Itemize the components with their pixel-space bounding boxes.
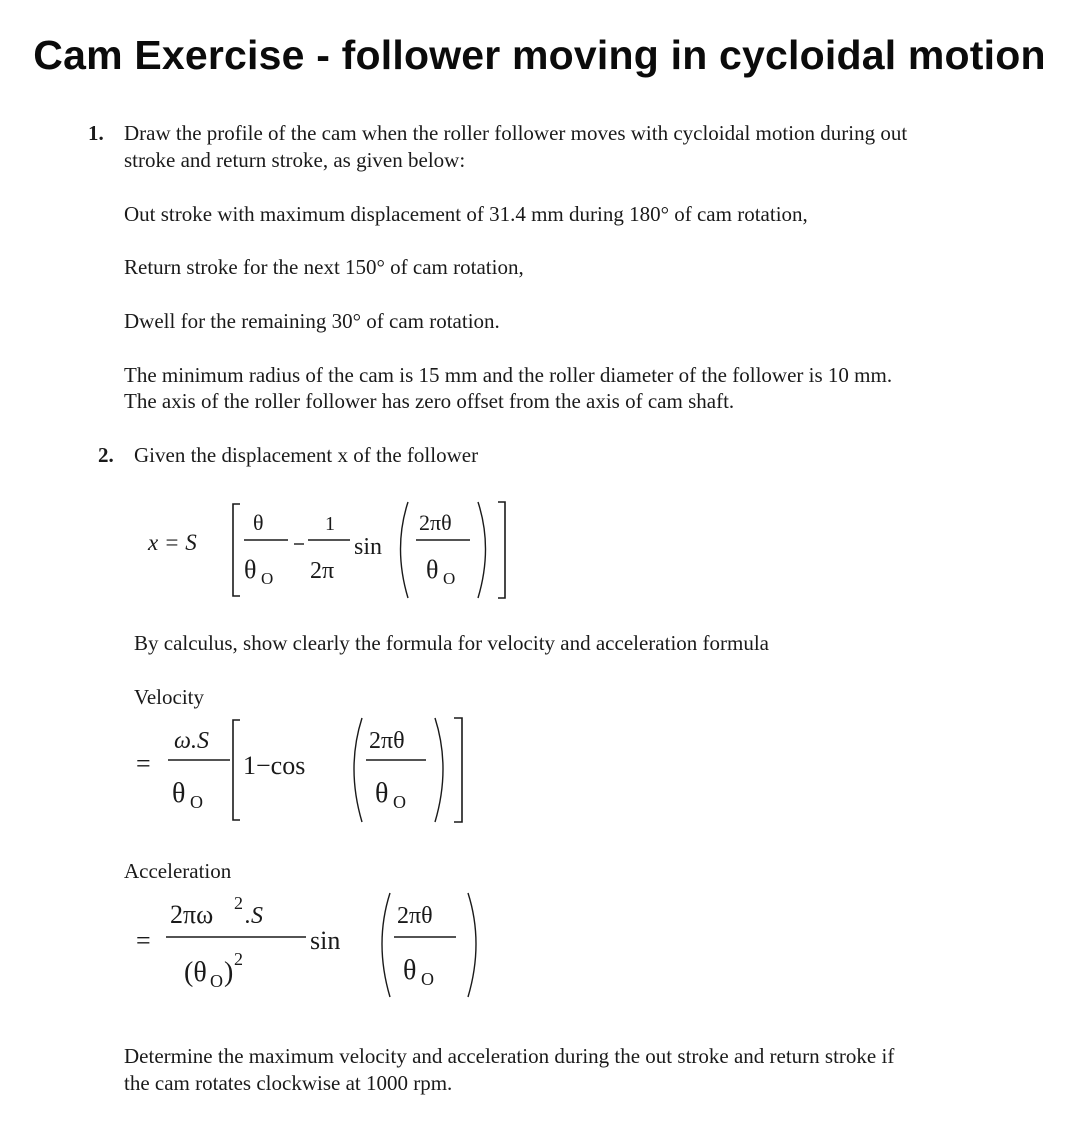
velocity-label: Velocity (134, 685, 204, 709)
right-paren (468, 893, 476, 997)
fraction-theta0-denominator: θ (172, 778, 186, 809)
left-paren (354, 718, 362, 822)
fraction-theta0-denominator: θ (375, 778, 389, 809)
radius-spec-line-1: The minimum radius of the cam is 15 mm and the roller diameter of the follower is 10 mm. (124, 363, 893, 387)
subscript-o: O (190, 792, 203, 812)
superscript-2: 2 (234, 949, 243, 969)
displacement-formula (140, 498, 520, 608)
acceleration-label: Acceleration (124, 859, 232, 883)
superscript-2: 2 (234, 893, 243, 913)
velocity-formula (130, 712, 480, 828)
right-bracket (498, 502, 505, 598)
subscript-o: O (261, 569, 274, 588)
sin-function: sin (354, 534, 383, 560)
outstroke-spec: Out stroke with maximum displacement of 31.4 mm during 180° of cam rotation, (124, 202, 808, 226)
one-minus-cos: 1−cos (243, 751, 306, 780)
question-1-line-2: stroke and return stroke, as given below: (124, 148, 466, 172)
left-bracket (233, 720, 240, 820)
return-spec: Return stroke for the next 150° of cam rotation, (124, 255, 524, 279)
close-paren-text: ) (224, 957, 234, 988)
fraction-theta0-denominator: θ (244, 555, 257, 584)
given-displacement-text: Given the displacement x of the follower (134, 443, 479, 467)
dwell-spec: Dwell for the remaining 30° of cam rotation. (124, 309, 500, 333)
dot-s: .S (245, 903, 263, 929)
subscript-o: O (421, 969, 434, 989)
question-1-line-1: Draw the profile of the cam when the roller follower moves with cycloidal motion during out (124, 121, 908, 145)
equals-sign: = (136, 926, 151, 955)
equals-sign: = (136, 749, 151, 778)
left-paren (401, 502, 409, 598)
left-bracket (233, 504, 240, 596)
fraction-omega-s-numerator: ω.S (174, 728, 209, 754)
sin-function: sin (310, 926, 341, 955)
fraction-two-pi-theta-numerator: 2πθ (397, 903, 433, 929)
fraction-two-pi-denominator: 2π (310, 558, 335, 584)
fraction-two-pi-theta-numerator: 2πθ (419, 510, 452, 535)
fraction-theta0-denominator: θ (426, 555, 439, 584)
determine-line-2: the cam rotates clockwise at 1000 rpm. (124, 1071, 453, 1095)
right-paren (435, 718, 443, 822)
two-pi-omega-squared: 2πω (170, 900, 214, 929)
fraction-theta-numerator: θ (253, 510, 264, 535)
fraction-theta0-denominator: θ (403, 955, 417, 986)
page-title: Cam Exercise - follower moving in cycloidal motion (33, 32, 1046, 78)
fraction-two-pi-theta-numerator: 2πθ (369, 728, 405, 754)
acceleration-formula (130, 885, 510, 1003)
theta0-open: (θ (184, 957, 207, 988)
question-1-number: 1. (88, 121, 104, 145)
left-paren (382, 893, 390, 997)
formula-x-equals-s: x = S (148, 530, 197, 555)
fraction-one-numerator: 1 (325, 513, 335, 535)
right-paren (478, 502, 486, 598)
right-bracket (454, 718, 462, 822)
subscript-o: O (393, 792, 406, 812)
determine-line-1: Determine the maximum velocity and acceleration during the out stroke and return stroke if (124, 1044, 895, 1068)
radius-spec-line-2: The axis of the roller follower has zero offset from the axis of cam shaft. (124, 389, 735, 413)
subscript-o: O (443, 569, 456, 588)
subscript-o: O (210, 971, 223, 991)
question-2-number: 2. (98, 443, 114, 467)
calculus-instruction: By calculus, show clearly the formula for velocity and acceleration formula (134, 631, 770, 655)
